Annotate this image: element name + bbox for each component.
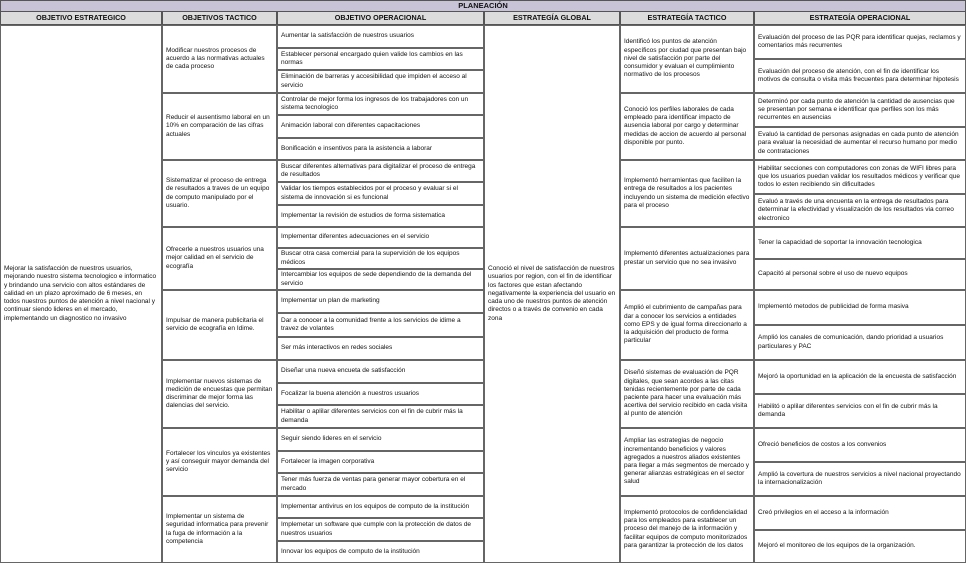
objetivo-operacional-1-text: Aumentar la satisfacción de nuestros usuarios [281, 32, 414, 40]
objetivo-operacional-3 [277, 70, 484, 93]
estrategia-operacional-16 [754, 530, 966, 563]
objetivo-operacional-10-text: Implementar diferentes adecuaciones en el servicio [281, 233, 430, 241]
objetivo-tactico-4 [162, 227, 277, 290]
estrategia-operacional-15-text: Creó privilegios en el acceso a la información [758, 508, 889, 516]
estrategia-operacional-1-text: Evaluación del proceso de las PQR para identificar quejas, reclamos y comentarios más recurrentes [758, 33, 961, 49]
header-objetivo-operacional: OBJETIVO OPERACIONAL [277, 12, 484, 25]
estrategia-tactico-1 [620, 25, 754, 93]
estrategia-operacional-8-text: Capacitó al personal sobre el uso de nuevo equipos [758, 270, 908, 278]
objetivo-operacional-8-text: Validar los tiempos establecidos por el proceso y evaluar si el sistema de innovación si es funcional [281, 185, 458, 201]
estrategia-operacional-4-text: Evaluó la cantidad de personas asignadas en cada punto de atención para evaluar la necesidad de aumentar el recurso humano por medio de contrataciones [758, 131, 959, 155]
objetivo-operacional-23 [277, 518, 484, 541]
estrategia-tactico-1-text: Identificó los puntos de atención específicos por ciudad que presentan bajo nivel de satisfacción por parte del consumidor y evaluan el cumplimiento normativo de los procesos [624, 38, 747, 79]
estrategia-operacional-10-text: Amplió los canales de comunicación, dando prioridad a usuarios particulares y PAC [758, 334, 944, 350]
estrategia-operacional-11 [754, 360, 966, 394]
objetivo-operacional-15-text: Ser más interactivos en redes sociales [281, 344, 393, 352]
estrategia-operacional-12-text: Habilitó o aplilar diferentes servicios con el fin de cubrir más la demanda [758, 402, 938, 418]
objetivo-operacional-14 [277, 313, 484, 337]
estrategia-tactico-5-text: Amplió el cubrimiento de campañas para dar a conocer los servicios a entidades como EPS y de igual forma direccionarlo a la adquisición del producto de forma particular [624, 304, 747, 345]
estrategia-tactico-5 [620, 290, 754, 360]
estrategia-tactico-8-text: Implementó protocolos de confidencialidad para los empleados para establecer un proceso del manejo de la información y facilitar equipos de computo monitorizados para garantizar la protección de los datos [624, 508, 748, 549]
estrategia-tactico-6 [620, 360, 754, 428]
estrategia-operacional-10 [754, 325, 966, 360]
objetivo-operacional-6-text: Bonificación e insentivos para la asistencia a laborar [281, 144, 433, 152]
estrategia-operacional-15 [754, 496, 966, 530]
estrategia-tactico-7 [620, 428, 754, 496]
estrategia-operacional-6-text: Evaluó a través de una encuenta en la entrega de resultados para determinar la efectividad y visualización de los resultados via correo electronico [758, 198, 954, 222]
objetivo-tactico-8-text: Implementar un sistema de seguridad informatica para prevenir la fuga de información a la competencia [166, 513, 269, 545]
estrategia-operacional-6 [754, 194, 966, 227]
objetivo-operacional-1 [277, 25, 484, 48]
objetivo-tactico-6 [162, 360, 277, 428]
objetivo-operacional-5 [277, 115, 484, 138]
objetivo-tactico-3-text: Sistematizar el proceso de entrega de resultados a traves de un equipo de computo manipulado por el usuario. [166, 177, 270, 209]
header-estrategia-operacional: ESTRATEGÍA OPERACIONAL [754, 12, 966, 25]
estrategia-operacional-13 [754, 428, 966, 462]
objetivo-operacional-17 [277, 383, 484, 405]
estrategia-operacional-3 [754, 93, 966, 127]
estrategia-tactico-7-text: Ampliar las estrategias de negocio incrementando beneficios y valores agregados a nuestros aliados existentes para llegar a más segmentos de mercado y generar alianzas estratégicas en el sector salud [624, 437, 750, 486]
estrategia-operacional-14 [754, 462, 966, 496]
estrategia-operacional-3-text: Determinó por cada punto de atención la cantidad de ausencias que se presentan por semana e identificar que perfiles son los más recurrentes en ausencias [758, 97, 955, 122]
estrategia-operacional-13-text: Ofreció beneficios de costos a los convenios [758, 440, 887, 448]
estrategia-operacional-14-text: Amplió la covertura de nuestros servicios a nivel nacional proyectando la internacionalización [758, 470, 961, 486]
objetivo-operacional-5-text: Animación laboral con diferentes capacitaciones [281, 122, 421, 130]
estrategia-tactico-4-text: Implementó diferentes actualizaciones para prestar un servicio que no sea invasivo [624, 250, 750, 266]
objetivo-tactico-2 [162, 93, 277, 160]
objetivo-tactico-1-text: Modificar nuestros procesos de acuerdo a las normativas actuales de cada proceso [166, 46, 265, 71]
objetivo-operacional-16-text: Diseñar una nueva encueta de satisfacción [281, 367, 406, 375]
estrategia-operacional-1 [754, 25, 966, 59]
objetivo-operacional-12-text: Intercambiar los equipos de sede dependiendo de la demanda del servicio [281, 271, 472, 287]
objetivo-operacional-21-text: Tener más fuerza de ventas para generar mayor cobertura en el mercado [281, 476, 466, 492]
estrategia-operacional-9 [754, 290, 966, 325]
objetivo-tactico-1 [162, 25, 277, 93]
estrategia-operacional-2 [754, 59, 966, 93]
objetivo-operacional-3-text: Eliminación de barreras y accesibilidad que impiden el acceso al servicio [281, 73, 467, 89]
objetivo-operacional-7 [277, 160, 484, 182]
objetivo-operacional-20 [277, 451, 484, 473]
objetivo-operacional-22-text: Implementar antivirus en los equipos de computo de la institución [281, 502, 470, 510]
estrategia-operacional-8 [754, 259, 966, 290]
estrategia-tactico-2-text: Conoció los perfiles laborales de cada empleado para identificar impacto de ausencia laboral por cargo y determinar medidas de accion de acuerdo al personal disponible por punto. [624, 105, 747, 146]
objetivo-operacional-24-text: Innovar los equipos de computo de la institución [281, 547, 420, 555]
objetivo-operacional-9-text: Implementar la revisión de estudios de forma sistematica [281, 211, 446, 219]
header-objetivo-estrategico: OBJETIVO ESTRATEGICO [0, 12, 162, 25]
objetivo-operacional-4-text: Controlar de mejor forma los ingresos de los trabajadores con un sistema tecnologico [281, 95, 469, 111]
estrategia-operacional-7-text: Tener la capacidad de soportar la innovación tecnologica [758, 238, 922, 246]
objetivo-operacional-6 [277, 138, 484, 160]
objetivo-operacional-9 [277, 205, 484, 227]
objetivo-operacional-11-text: Buscar otra casa comercial para la supervición de los equipos médicos [281, 250, 460, 266]
estrategia-tactico-3-text: Implementó herramientas que faciliten la entrega de resultados a los pacientes incluyendo un sistema de medición efectivo para el proceso [624, 177, 750, 209]
objetivo-tactico-5-text: Impulsar de manera publicitaria el servicio de ecografía en Idime. [166, 316, 264, 332]
estrategia-operacional-2-text: Evaluación del proceso de atención, con el fin de identificar los motivos de consulta o visita más frecuentes para determinar hipotesis [758, 67, 959, 83]
objetivo-estrategico [0, 25, 162, 563]
estrategia-tactico-4 [620, 227, 754, 290]
estrategia-operacional-9-text: Implementó metodos de publicidad de forma masiva [758, 303, 909, 311]
header-objetivos-tactico: OBJETIVOS TACTICO [162, 12, 277, 25]
estrategia-operacional-7 [754, 227, 966, 259]
objetivo-operacional-13 [277, 290, 484, 313]
estrategia-operacional-5 [754, 160, 966, 194]
estrategia-tactico-2 [620, 93, 754, 160]
objetivo-operacional-20-text: Fortalecer la imagen corporativa [281, 457, 375, 465]
objetivo-operacional-16 [277, 360, 484, 383]
objetivo-tactico-7-text: Fortalecer los vinculos ya existentes y así conseguir mayor demanda del servicio [166, 449, 271, 474]
objetivo-operacional-18 [277, 405, 484, 428]
objetivo-tactico-3 [162, 160, 277, 227]
sheet-title: PLANEACIÓN [0, 0, 966, 12]
objetivo-tactico-6-text: Implementar nuevos sistemas de medición de encuestas que permitan discriminar de mejor forma las dalencias del servicio. [166, 377, 273, 410]
objetivo-operacional-7-text: Buscar diferentes alternativas para digitalizar el proceso de entrega de resultados [281, 162, 476, 178]
objetivo-operacional-19 [277, 428, 484, 451]
estrategia-operacional-4 [754, 127, 966, 160]
objetivo-operacional-12 [277, 269, 484, 290]
estrategia-tactico-3 [620, 160, 754, 227]
objetivo-operacional-4 [277, 93, 484, 115]
estrategia-global-text: Conoció el nivel de satisfacción de nuestros usuarios por region, con el fin de identificar los factores que estan afectando negativamente la experiencia del usuario en cada uno de nuestros puntos de atención directos o a través de convenio en cada zona [488, 265, 616, 322]
objetivo-operacional-13-text: Implementar un plan de marketing [281, 297, 380, 305]
objetivo-operacional-17-text: Focalizar la buena atención a nuestros usuarios [281, 389, 420, 397]
estrategia-global [484, 25, 620, 563]
estrategia-operacional-12 [754, 394, 966, 428]
objetivo-operacional-8 [277, 182, 484, 205]
objetivo-operacional-10 [277, 227, 484, 248]
objetivo-estrategico-text: Mejorar la satisfacción de nuestros usuarios, mejorando nuestro sistema tecnologico e informatico y brindando una servicio con altos estándares de calidad en un plazo aproximado de 6 meses, en todos nuestros puntos de atención a nivel nacional y continuar siendo lideres en el mercado, implementando un diagnostico no invasivo [4, 265, 157, 322]
objetivo-operacional-2-text: Establecer personal encargado quien valide los cambios en las normas [281, 50, 463, 66]
estrategia-operacional-16-text: Mejoró el monitoreo de los equipos de la organización. [758, 542, 916, 550]
estrategia-tactico-6-text: Diseñó sistemas de evaluación de PQR digitales, que sean acordes a las citas tenidas recientemente por parte de cada paciente para hacer una evaluación más acertiva del servicio recibido en cada visita al punto de atención [624, 369, 748, 418]
objetivo-operacional-18-text: Habilitar o aplilar diferentes servicios con el fin de cubrir más la demanda [281, 408, 463, 424]
objetivo-operacional-24 [277, 541, 484, 563]
objetivo-operacional-21 [277, 473, 484, 496]
objetivo-operacional-19-text: Seguir siendo lideres en el servicio [281, 435, 382, 443]
objetivo-tactico-8 [162, 496, 277, 563]
objetivo-tactico-4-text: Ofrecerle a nuestros usuarios una mejor calidad en el servicio de ecografía [166, 246, 264, 270]
estrategia-operacional-11-text: Mejoró la oportunidad en la aplicación de la encuesta de satisfacción [758, 372, 957, 380]
objetivo-tactico-5 [162, 290, 277, 360]
objetivo-operacional-23-text: Implemetar un software que cumple con la protección de datos de nuestros usuarios [281, 521, 472, 537]
header-estrategia-global: ESTRATEGÍA GLOBAL [484, 12, 620, 25]
objetivo-operacional-11 [277, 248, 484, 269]
objetivo-operacional-22 [277, 496, 484, 518]
objetivo-tactico-7 [162, 428, 277, 496]
header-estrategia-tactico: ESTRATEGÍA TACTICO [620, 12, 754, 25]
objetivo-operacional-14-text: Dar a conocer a la comunidad frente a los servicios de idime a travez de volantes [281, 316, 461, 332]
estrategia-tactico-8 [620, 496, 754, 563]
objetivo-operacional-15 [277, 337, 484, 360]
estrategia-operacional-5-text: Habilitar secciones con computadores con zonas de WIFI libres para que los usuarios puedan validar los resultados médicos y verificar que todos lo esten recibiendo sin dificultades [758, 164, 960, 189]
objetivo-tactico-2-text: Reducir el ausentismo laboral en un 10% en comparación de las cifras actuales [166, 114, 270, 138]
objetivo-operacional-2 [277, 48, 484, 70]
